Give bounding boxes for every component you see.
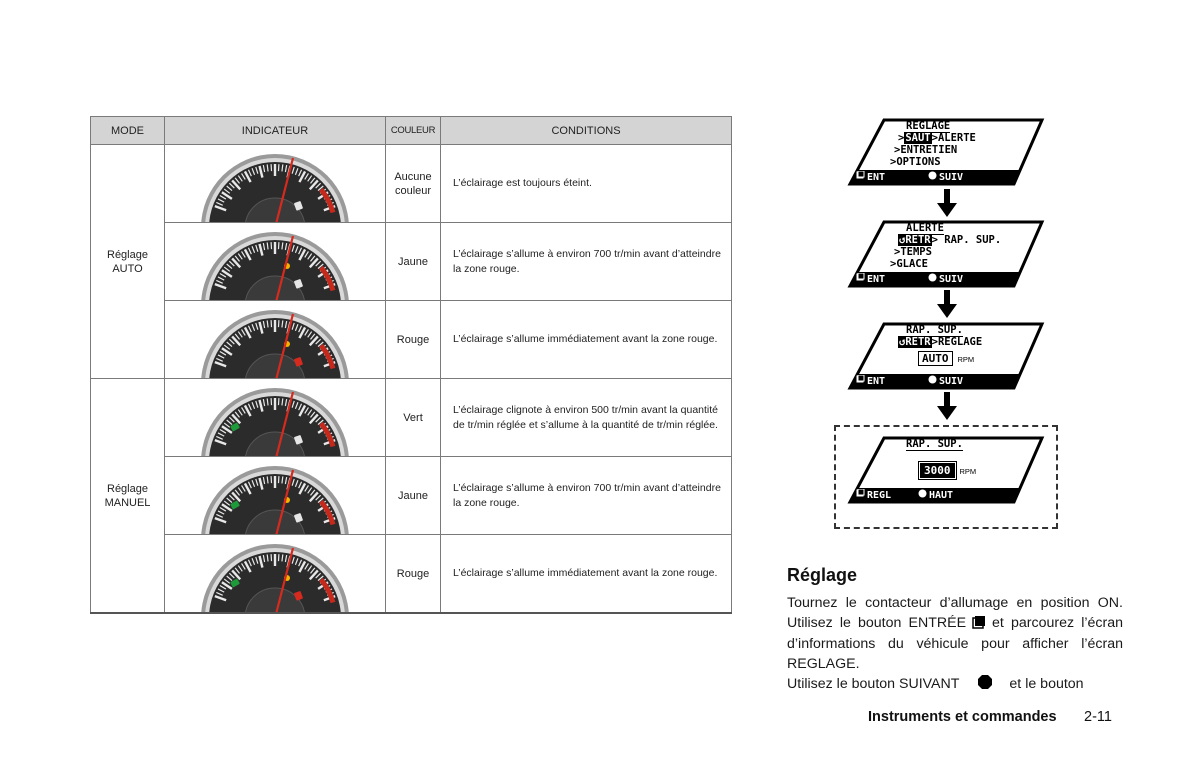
paragraph-next-button: Utilisez le bouton SUIVANT et le bouton: [787, 676, 1084, 692]
tachometer-cell: [165, 223, 386, 301]
rpm-value-box: 3000: [920, 463, 955, 478]
next-button-icon: [918, 489, 927, 498]
mode-manual-cell: Réglage MANUEL: [91, 379, 165, 614]
setting-menu-flow-diagram: [834, 118, 1058, 528]
table-header-row: [91, 117, 732, 145]
enter-button-icon: [972, 615, 986, 629]
tachometer-cell: [165, 145, 386, 223]
next-button-icon: [928, 171, 937, 180]
condition-cell: L’éclairage s’allume à environ 700 tr/min avant d’atteindre la zone rouge.: [441, 457, 732, 535]
screen-reglage: REGLAGE >SAUT>ALERTE >ENTRETIEN >OPTIONS ENT SUIV: [846, 118, 1046, 186]
footer-section-title: Instruments et commandes: [868, 709, 1057, 725]
condition-cell: L’éclairage clignote à environ 500 tr/min avant la quantité de tr/min réglée et s’allume à la quantité de tr/min réglée.: [441, 379, 732, 457]
enter-button-icon: [856, 171, 865, 180]
tachometer-cell: [165, 301, 386, 379]
tachometer-cell: [165, 379, 386, 457]
header-conditions: CONDITIONS: [441, 117, 732, 145]
table-row: [91, 223, 732, 301]
tachometer-icon: [200, 384, 350, 456]
tachometer-icon: [200, 306, 350, 378]
enter-button-icon: [856, 273, 865, 282]
next-button-icon: [928, 273, 937, 282]
screen-rap-sup-manual: RAP. SUP. 3000 RPM REGL HAUT: [846, 436, 1046, 504]
mode-indicator-table: [90, 116, 732, 614]
tachometer-cell: [165, 535, 386, 614]
next-button-icon: [977, 674, 993, 690]
enter-button-icon: [856, 489, 865, 498]
down-arrow-icon: [937, 290, 957, 320]
table-row: [91, 535, 732, 614]
screen-alerte: ALERTE ↺RETR> RAP. SUP. >TEMPS >GLACE ENT SUIV: [846, 220, 1046, 288]
color-cell: Rouge: [386, 301, 441, 379]
next-button-icon: [928, 375, 937, 384]
condition-cell: L’éclairage s’allume immédiatement avant la zone rouge.: [441, 301, 732, 379]
tachometer-icon: [200, 150, 350, 222]
enter-button-icon: [856, 375, 865, 384]
color-cell: Jaune: [386, 457, 441, 535]
color-cell: Vert: [386, 379, 441, 457]
condition-cell: L’éclairage s’allume immédiatement avant la zone rouge.: [441, 535, 732, 614]
tachometer-icon: [200, 462, 350, 534]
condition-cell: L’éclairage est toujours éteint.: [441, 145, 732, 223]
header-color: COULEUR: [386, 117, 441, 145]
tachometer-cell: [165, 457, 386, 535]
table-row: [91, 379, 732, 457]
table-row: [91, 145, 732, 223]
mode-auto-cell: Réglage AUTO: [91, 145, 165, 379]
color-cell: Rouge: [386, 535, 441, 614]
color-cell: Jaune: [386, 223, 441, 301]
tachometer-icon: [200, 540, 350, 612]
screen-rap-sup-auto: RAP. SUP. ↺RETR>REGLAGE AUTO RPM ENT SUIV: [846, 322, 1046, 390]
header-indicator: INDICATEUR: [165, 117, 386, 145]
paragraph-instructions: Tournez le contacteur d’allumage en position ON. Utilisez le bouton ENTRÉE et parcourez l’écran d’informations du véhicule pour afficher l’écran REGLAGE.: [787, 595, 1123, 672]
down-arrow-icon: [937, 392, 957, 422]
down-arrow-icon: [937, 189, 957, 219]
table-row: [91, 457, 732, 535]
table-row: [91, 301, 732, 379]
condition-cell: L’éclairage s’allume à environ 700 tr/min avant d’atteindre la zone rouge.: [441, 223, 732, 301]
page-number: 2-11: [1084, 709, 1112, 725]
color-cell: Aucune couleur: [386, 145, 441, 223]
rpm-value-box: AUTO: [918, 351, 953, 366]
tachometer-icon: [200, 228, 350, 300]
header-mode: MODE: [91, 117, 165, 145]
section-heading: Réglage: [787, 565, 858, 585]
